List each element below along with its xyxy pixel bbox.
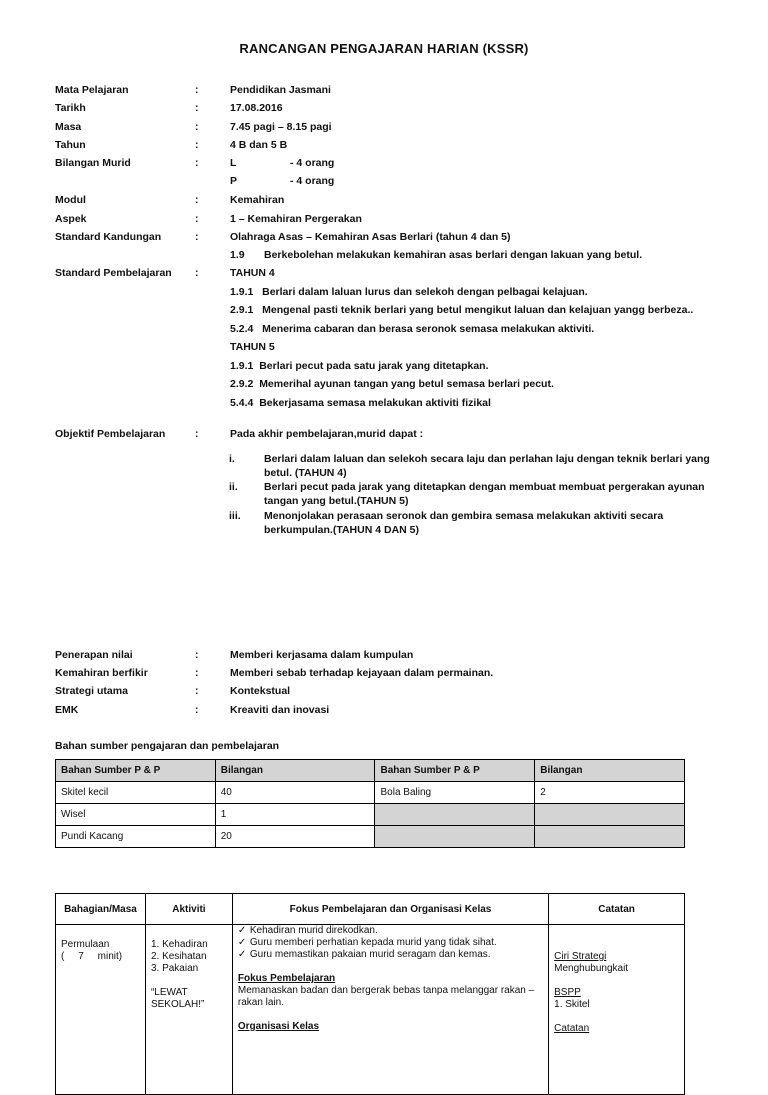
bspp-label: BSPP xyxy=(554,987,581,998)
colon: : xyxy=(195,231,199,243)
colon: : xyxy=(195,685,199,697)
check-item xyxy=(238,949,543,961)
aktiviti-item: 2. Kesihatan xyxy=(150,951,207,962)
value-kemahiran-berfikir: Memberi sebab terhadap kejayaan dalam permainan. xyxy=(230,667,494,679)
table-row xyxy=(56,804,685,826)
strategi-value: Menghubungkait xyxy=(554,963,629,974)
label-masa: Masa xyxy=(55,121,82,133)
colon: : xyxy=(195,213,199,225)
aktiviti-item: SEKOLAH!” xyxy=(150,999,205,1010)
label-standard-kandungan: Standard Kandungan xyxy=(55,231,162,243)
bspp-item: 1. Skitel xyxy=(554,999,590,1010)
aktiviti-item: 1. Kehadiran xyxy=(150,939,208,950)
table-cell-empty xyxy=(535,804,685,826)
table-cell-empty xyxy=(375,804,535,826)
sp-t4-item: 1.9.1 Berlari dalam laluan lurus dan selekoh dengan pelbagai kelajuan. xyxy=(230,286,588,298)
label-emk: EMK xyxy=(55,704,79,716)
label-standard-pembelajaran: Standard Pembelajaran xyxy=(55,267,172,279)
value-standard-kandungan: Olahraga Asas – Kemahiran Asas Berlari (tahun 4 dan 5) xyxy=(230,231,511,243)
spacer xyxy=(151,975,227,987)
label-mata-pelajaran: Mata Pelajaran xyxy=(55,84,129,96)
objektif-number: i. xyxy=(229,453,235,465)
fokus-text: Memanaskan badan dan bergerak bebas tanpa melanggar rakan – rakan lain. xyxy=(237,985,535,1008)
check-text: Guru memberi perhatian kepada murid yang tidak sihat. xyxy=(249,937,497,948)
fokus-cell xyxy=(232,925,548,1095)
column-header: Bilangan xyxy=(215,760,375,782)
spacer xyxy=(554,975,679,987)
table-header-row xyxy=(56,894,685,925)
value-p-count: - 4 orang xyxy=(290,175,335,187)
table-header-row xyxy=(56,760,685,782)
table-cell: 1 xyxy=(215,804,375,826)
sk-item-number: 1.9 xyxy=(230,249,245,261)
objektif-text: Berlari dalam laluan dan selekoh secara laju dan perlahan laju dengan teknik berlari yang betul. (TAHUN 4) xyxy=(264,453,710,479)
table-row xyxy=(56,782,685,804)
column-header: Bahan Sumber P & P xyxy=(375,760,535,782)
spacer xyxy=(238,1009,543,1021)
table-cell: Pundi Kacang xyxy=(56,826,216,848)
checkmark-icon: ✓ xyxy=(237,937,247,948)
catatan-title: Catatan xyxy=(554,1023,590,1034)
table-cell: Wisel xyxy=(56,804,216,826)
column-header: Aktiviti xyxy=(145,894,232,925)
objektif-number: ii. xyxy=(229,481,238,493)
check-text: Kehadiran murid direkodkan. xyxy=(249,925,378,936)
column-header: Catatan xyxy=(549,894,685,925)
objektif-number: iii. xyxy=(229,510,241,522)
sk-item-text: Berkebolehan melakukan kemahiran asas berlari dengan lakuan yang betul. xyxy=(264,249,643,261)
value-emk: Kreaviti dan inovasi xyxy=(230,704,330,716)
bahagian-time: ( 7 minit) xyxy=(61,951,123,962)
label-objektif: Objektif Pembelajaran xyxy=(55,428,166,440)
fokus-title: Fokus Pembelajaran xyxy=(237,973,336,984)
column-header: Bilangan xyxy=(535,760,685,782)
value-masa: 7.45 pagi – 8.15 pagi xyxy=(230,121,332,133)
table-row xyxy=(56,826,685,848)
spacer xyxy=(238,961,543,973)
bahan-table xyxy=(55,759,685,848)
value-modul: Kemahiran xyxy=(230,194,285,206)
value-l-label: L xyxy=(230,157,237,169)
colon: : xyxy=(195,102,199,114)
sp-t5-item: 1.9.1 Berlari pecut pada satu jarak yang ditetapkan. xyxy=(230,360,489,372)
aktiviti-item: “LEWAT xyxy=(150,987,188,998)
value-strategi-utama: Kontekstual xyxy=(230,685,291,697)
checkmark-icon: ✓ xyxy=(237,925,247,936)
column-header: Bahan Sumber P & P xyxy=(56,760,216,782)
colon: : xyxy=(195,194,199,206)
objektif-text: Berlari pecut pada jarak yang ditetapkan dengan membuat membuat pergerakan ayunan tangan yang betul.(TAHUN 5) xyxy=(264,481,705,507)
table-row xyxy=(56,925,685,1095)
colon: : xyxy=(195,121,199,133)
sp-t5-item: 2.9.2 Memerihal ayunan tangan yang betul semasa berlari pecut. xyxy=(230,378,554,390)
strategi-label: Ciri Strategi xyxy=(554,951,607,962)
rph-table xyxy=(55,893,685,1095)
checkmark-icon: ✓ xyxy=(237,949,247,960)
column-header: Bahagian/Masa xyxy=(56,894,146,925)
value-aspek: 1 – Kemahiran Pergerakan xyxy=(230,213,362,225)
column-header: Fokus Pembelajaran dan Organisasi Kelas xyxy=(232,894,548,925)
aktiviti-item: 3. Pakaian xyxy=(150,963,199,974)
sp-t5-item: 5.4.4 Bekerjasama semasa melakukan aktiviti fizikal xyxy=(230,397,491,409)
label-modul: Modul xyxy=(55,194,86,206)
value-penerapan-nilai: Memberi kerjasama dalam kumpulan xyxy=(230,649,414,661)
tahun5-heading: TAHUN 5 xyxy=(230,341,275,353)
colon: : xyxy=(195,84,199,96)
aktiviti-cell xyxy=(145,925,232,1095)
table-cell: Bola Baling xyxy=(375,782,535,804)
label-strategi-utama: Strategi utama xyxy=(55,685,128,697)
label-penerapan-nilai: Penerapan nilai xyxy=(55,649,133,661)
sp-t4-item: 5.2.4 Menerima cabaran dan berasa seronok semasa melakukan aktiviti. xyxy=(230,323,595,335)
value-tarikh: 17.08.2016 xyxy=(230,102,283,114)
label-tahun: Tahun xyxy=(55,139,86,151)
check-item xyxy=(238,925,543,937)
table-cell: Skitel kecil xyxy=(56,782,216,804)
check-text: Guru memastikan pakaian murid seragam dan kemas. xyxy=(249,949,491,960)
colon: : xyxy=(195,704,199,716)
colon: : xyxy=(195,667,199,679)
label-kemahiran-berfikir: Kemahiran berfikir xyxy=(55,667,148,679)
label-aspek: Aspek xyxy=(55,213,87,225)
objektif-text: Menonjolakan perasaan seronok dan gembira semasa melakukan aktiviti secara berkumpulan.(TAHUN 4 DAN 5) xyxy=(264,510,664,536)
table-cell: 20 xyxy=(215,826,375,848)
bahagian-cell xyxy=(56,925,146,1095)
page-title: RANCANGAN PENGAJARAN HARIAN (KSSR) xyxy=(239,41,529,56)
label-tarikh: Tarikh xyxy=(55,102,86,114)
table-cell-empty xyxy=(375,826,535,848)
table-cell-empty xyxy=(535,826,685,848)
bahan-heading: Bahan sumber pengajaran dan pembelajaran xyxy=(55,740,280,752)
table-cell: 40 xyxy=(215,782,375,804)
bahagian-text: Permulaan xyxy=(61,939,110,950)
sp-t4-item: 2.9.1 Mengenal pasti teknik berlari yang betul mengikut laluan dan kelajuan yangg berbeza.. xyxy=(230,304,694,316)
colon: : xyxy=(195,649,199,661)
objektif-intro: Pada akhir pembelajaran,murid dapat : xyxy=(230,428,424,440)
value-p-label: P xyxy=(230,175,238,187)
colon: : xyxy=(195,139,199,151)
tahun4-heading: TAHUN 4 xyxy=(230,267,275,279)
value-tahun: 4 B dan 5 B xyxy=(230,139,288,151)
table-cell: 2 xyxy=(535,782,685,804)
colon: : xyxy=(195,157,199,169)
colon: : xyxy=(195,428,199,440)
organisasi-title: Organisasi Kelas xyxy=(237,1021,320,1032)
spacer xyxy=(554,1011,679,1023)
catatan-cell xyxy=(549,925,685,1095)
label-bilangan-murid: Bilangan Murid xyxy=(55,157,131,169)
value-mata-pelajaran: Pendidikan Jasmani xyxy=(230,84,331,96)
value-l-count: - 4 orang xyxy=(290,157,335,169)
colon: : xyxy=(195,267,199,279)
check-item xyxy=(238,937,543,949)
